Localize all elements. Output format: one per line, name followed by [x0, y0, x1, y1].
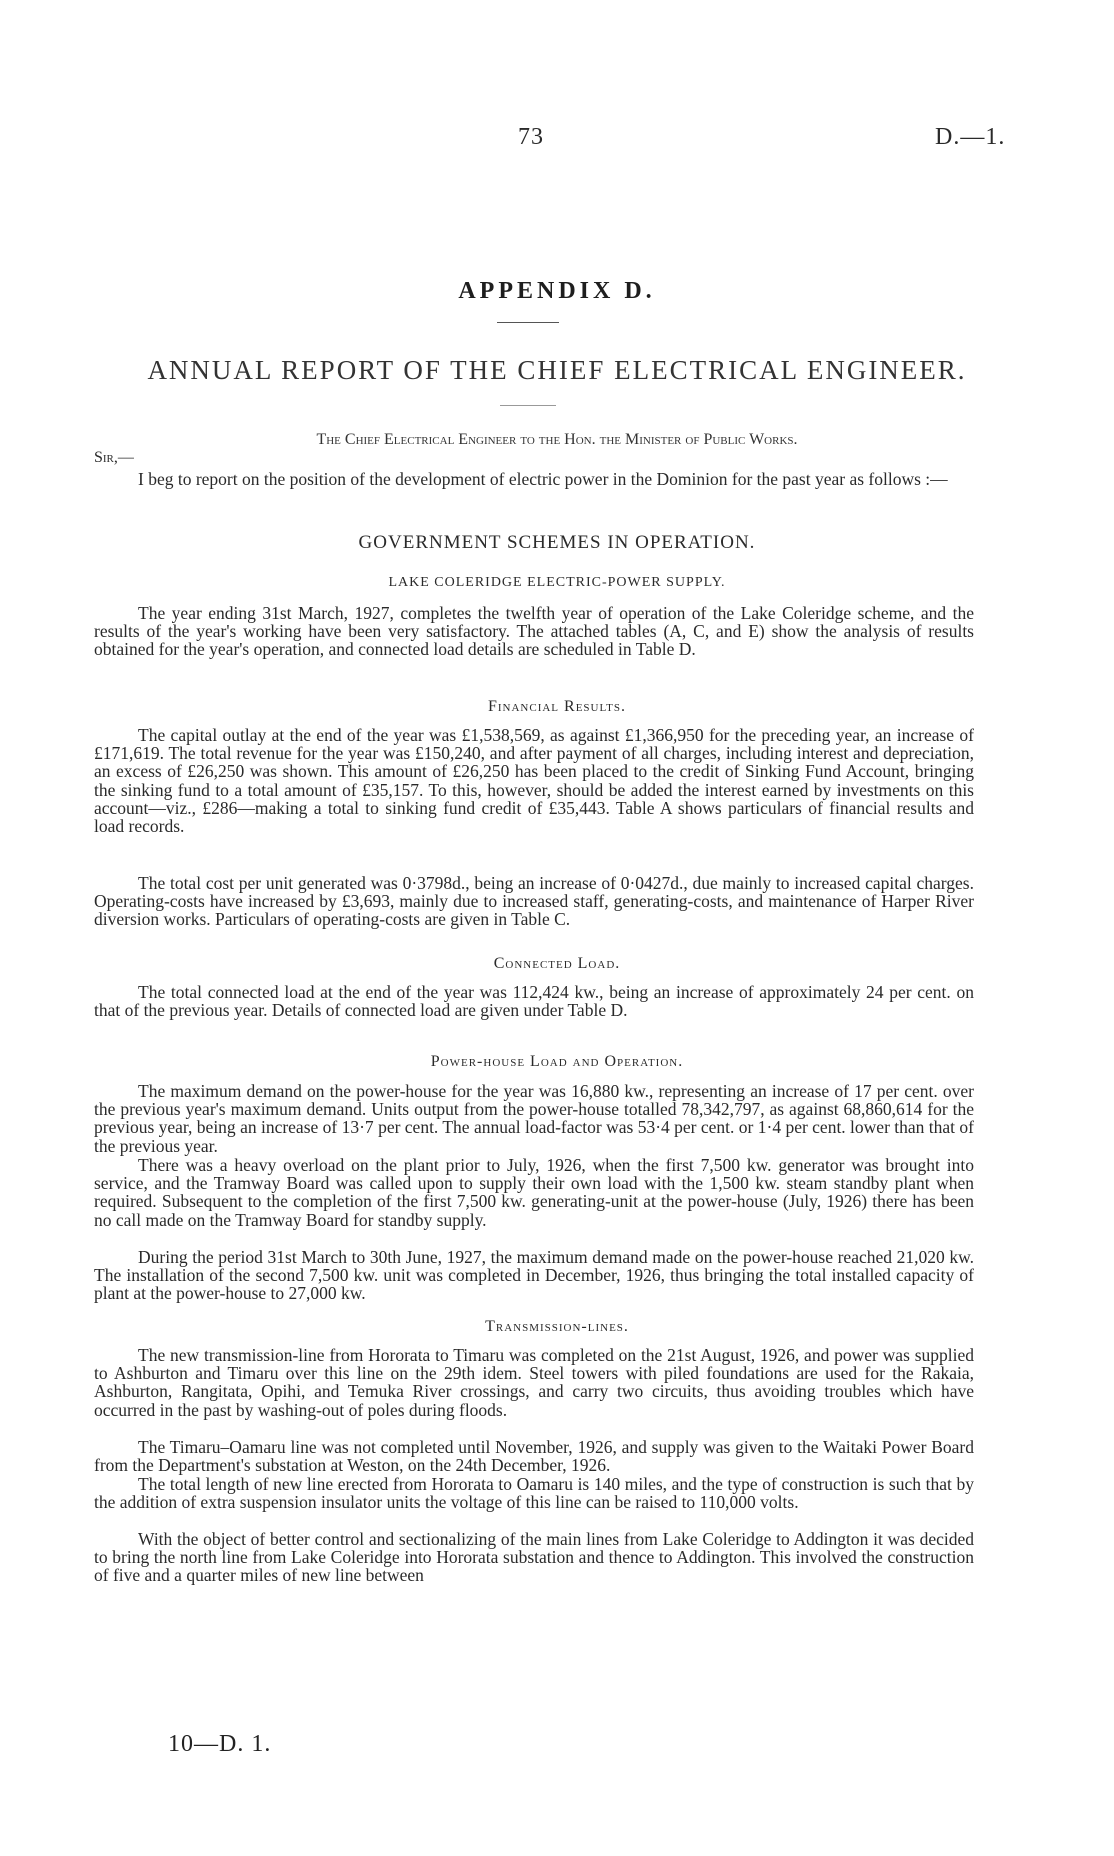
appendix-title: APPENDIX D.: [458, 278, 656, 304]
transmission-paragraph-3: The total length of new line erected from Hororata to Oamaru is 140 miles, and the type of construction is such that by the addition of extra suspension insulator units the voltage of this line can be raised to 110,000 volts.: [94, 1474, 974, 1513]
title-divider: [497, 322, 559, 323]
transmission-paragraph-4: With the object of better control and sectionalizing of the main lines from Lake Coleridge to Addington it was decided to bring the north line from Lake Coleridge into Hororata substation and thence to Addington. This involved the construction of five and a quarter miles of new line between: [94, 1529, 974, 1586]
power-house-paragraph-1: The maximum demand on the power-house for the year was 16,880 kw., representing an increase of 17 per cent. over the previous year's maximum demand. Units output from the power-house totalled 78,342,797, as against 68,860,614 for the previous year, being an increase of 13·7 per cent. The annual load-factor was 53·4 per cent. or 1·4 per cent. lower than that of the previous year.: [94, 1081, 974, 1156]
power-house-paragraph-2: There was a heavy overload on the plant prior to July, 1926, when the first 7,500 kw. generator was brought into service, and the Tramway Board was called upon to supply their own load with the 1,500 kw. steam standby plant when required. Subsequent to the completion of the first 7,500 kw. generating-unit at the power-house (July, 1926) there has been no call made on the Tramway Board for standby supply.: [94, 1155, 974, 1230]
salutation: Sir,—: [94, 449, 134, 466]
connected-load-heading: Connected Load.: [493, 955, 621, 972]
address-line: The Chief Electrical Engineer to the Hon. the Minister of Public Works.: [316, 431, 798, 448]
power-house-paragraph-3: During the period 31st March to 30th June, 1927, the maximum demand made on the power-house reached 21,020 kw. The installation of the second 7,500 kw. unit was completed in December, 1926, thus bringing the total installed capacity of plant at the power-house to 27,000 kw.: [94, 1247, 974, 1304]
transmission-lines-heading: Transmission-lines.: [485, 1318, 629, 1335]
financial-paragraph-1: The capital outlay at the end of the year was £1,538,569, as against £1,366,950 for the preceding year, an increase of £171,619. The total revenue for the year was £150,240, and after payment of all charges, including interest and depreciation, an excess of £26,250 was shown. This amount of £26,250 has been placed to the credit of Sinking Fund Account, bringing the sinking fund to a total amount of £35,157. To this, however, should be added the interest earned by investments on this account—viz., £286—making a total to sinking fund credit of £35,443. Table A shows particulars of financial results and load records.: [94, 725, 974, 837]
power-house-heading: Power-house Load and Operation.: [430, 1053, 684, 1070]
intro-paragraph: I beg to report on the position of the development of electric power in the Dominion for the past year as follows :—: [138, 469, 948, 489]
section-heading: GOVERNMENT SCHEMES IN OPERATION.: [358, 532, 756, 553]
financial-results-heading: Financial Results.: [487, 698, 627, 715]
connected-load-paragraph: The total connected load at the end of the year was 112,424 kw., being an increase of approximately 24 per cent. on that of the previous year. Details of connected load are given under Table D.: [94, 982, 974, 1021]
lake-coleridge-paragraph: The year ending 31st March, 1927, completes the twelfth year of operation of the Lake Coleridge scheme, and the results of the year's working have been very satisfactory. The attached tables (A, C, and E) show the analysis of results obtained for the year's operation, and connected load details are scheduled in Table D.: [94, 603, 974, 660]
report-title: ANNUAL REPORT OF THE CHIEF ELECTRICAL ENGINEER.: [147, 355, 967, 385]
footer-signature-mark: 10—D. 1.: [168, 1731, 272, 1757]
document-reference: D.—1.: [935, 124, 1006, 150]
title-divider-2: [500, 405, 556, 406]
financial-paragraph-2: The total cost per unit generated was 0·3798d., being an increase of 0·0427d., due mainly to increased capital charges. Operating-costs have increased by £3,693, mainly due to increased staff, generating-costs, and maintenance of Harper River diversion works. Particulars of operating-costs are given in Table C.: [94, 873, 974, 930]
subsection-heading: LAKE COLERIDGE ELECTRIC-POWER SUPPLY.: [388, 575, 726, 590]
page-number: 73: [518, 124, 544, 150]
transmission-paragraph-1: The new transmission-line from Hororata to Timaru was completed on the 21st August, 1926, and power was supplied to Ashburton and Timaru over this line on the 29th idem. Steel towers with piled foundations are used for the Rakaia, Ashburton, Rangitata, Opihi, and Temuka River crossings, and carry two circuits, thus avoiding troubles which have occurred in the past by washing-out of poles during floods.: [94, 1345, 974, 1420]
transmission-paragraph-2: The Timaru–Oamaru line was not completed until November, 1926, and supply was given to the Waitaki Power Board from the Department's substation at Weston, on the 24th December, 1926.: [94, 1437, 974, 1476]
